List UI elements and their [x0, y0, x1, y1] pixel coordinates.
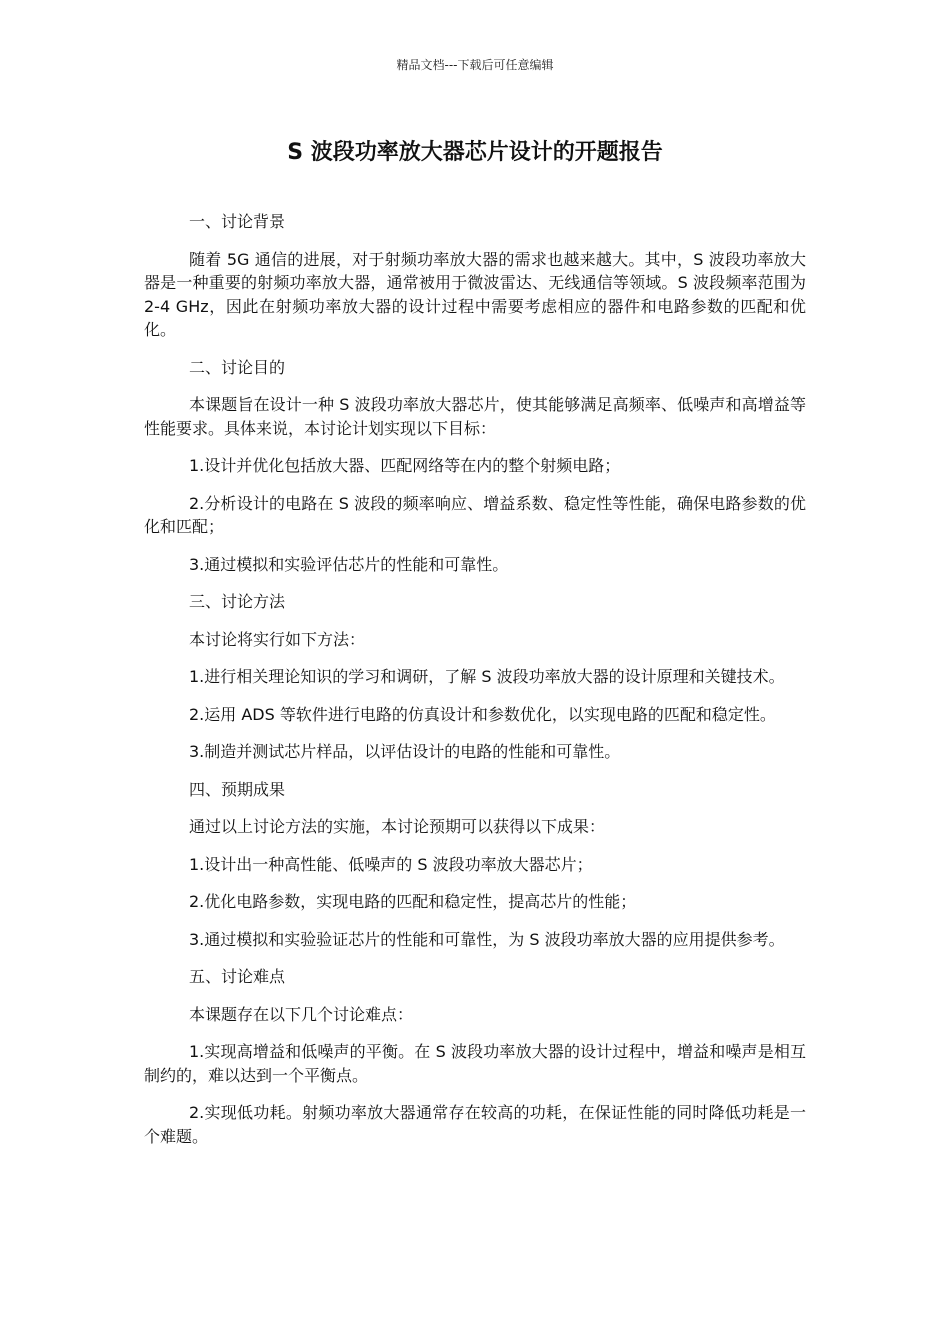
document-body	[144, 210, 806, 1162]
list-item-goal-2: 2.分析设计的电路在 S 波段的频率响应、增益系数、稳定性等性能，确保电路参数的优化和匹配；	[144, 493, 806, 536]
list-item-goal-3: 3.通过模拟和实验评估芯片的性能和可靠性。	[189, 554, 509, 574]
paragraph-background: 随着 5G 通信的进展，对于射频功率放大器的需求也越来越大。其中，S 波段功率放大器是一种重要的射频功率放大器，通常被用于微波雷达、无线通信等领域。S 波段频率范围为 2-4 GHz，因此在射频功率放大器的设计过程中需要考虑相应的器件和电路参数的匹配和优化。	[144, 249, 806, 339]
list-item-result-3: 3.通过模拟和实验验证芯片的性能和可靠性，为 S 波段功率放大器的应用提供参考。	[189, 929, 785, 949]
paragraph-results: 通过以上讨论方法的实施，本讨论预期可以获得以下成果：	[189, 817, 606, 836]
list-item-result-1: 1.设计出一种高性能、低噪声的 S 波段功率放大器芯片；	[189, 854, 593, 874]
list-item-method-3: 3.制造并测试芯片样品，以评估设计的电路的性能和可靠性。	[189, 742, 621, 761]
list-item-method-1: 1.进行相关理论知识的学习和调研，了解 S 波段功率放大器的设计原理和关键技术。	[189, 667, 785, 686]
list-item-difficulty-1: 1.实现高增益和低噪声的平衡。在 S 波段功率放大器的设计过程中，增益和噪声是相互制约的，难以达到一个平衡点。	[144, 1042, 806, 1085]
paragraph-difficulties: 本课题存在以下几个讨论难点：	[189, 1004, 414, 1024]
section-heading-method: 三、讨论方法	[189, 592, 286, 611]
paragraph-purpose: 本课题旨在设计一种 S 波段功率放大器芯片，使其能够满足高频率、低噪声和高增益等性能要求。具体来说，本讨论计划实现以下目标：	[144, 395, 806, 438]
paragraph-method: 本讨论将实行如下方法：	[189, 629, 366, 649]
list-item-method-2: 2.运用 ADS 等软件进行电路的仿真设计和参数优化，以实现电路的匹配和稳定性。	[189, 704, 776, 724]
section-heading-results: 四、预期成果	[189, 779, 286, 799]
page-header: 精品文档---下载后可任意编辑	[396, 58, 554, 72]
list-item-goal-1: 1.设计并优化包括放大器、匹配网络等在内的整个射频电路；	[189, 456, 621, 475]
list-item-result-2: 2.优化电路参数，实现电路的匹配和稳定性，提高芯片的性能；	[189, 892, 637, 911]
list-item-difficulty-2: 2.实现低功耗。射频功率放大器通常存在较高的功耗，在保证性能的同时降低功耗是一个难题。	[144, 1103, 806, 1146]
document-title: S 波段功率放大器芯片设计的开题报告	[287, 140, 663, 165]
section-heading-purpose: 二、讨论目的	[189, 357, 286, 377]
section-heading-background: 一、讨论背景	[189, 212, 286, 231]
section-heading-difficulties: 五、讨论难点	[189, 967, 286, 986]
